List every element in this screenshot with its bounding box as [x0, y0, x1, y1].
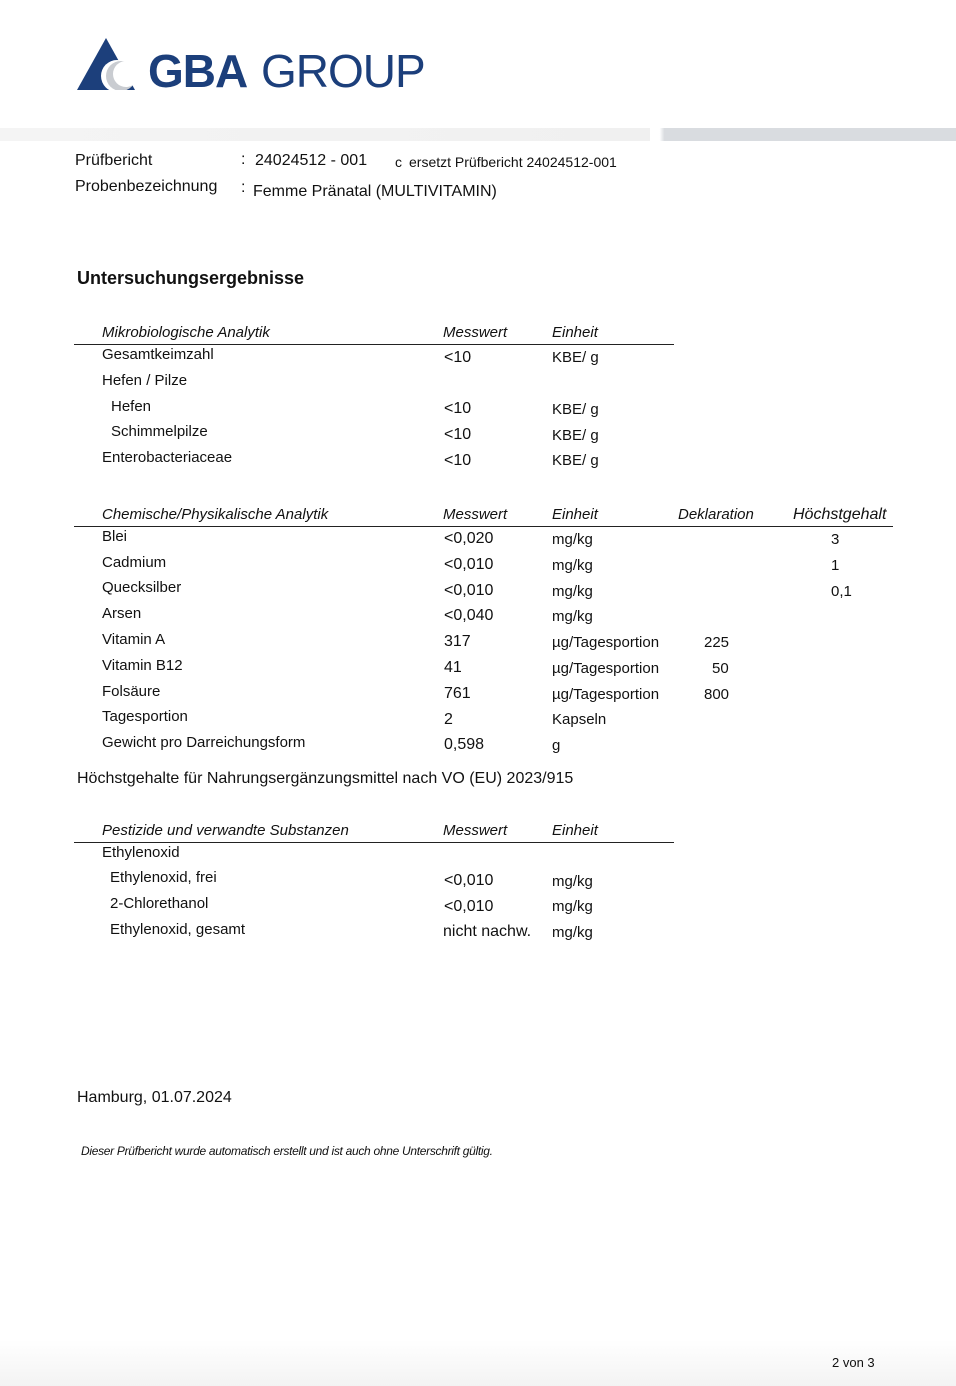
row-name: Hefen [111, 398, 152, 415]
row-name: Gewicht pro Darreichungsform [102, 734, 306, 751]
section-title: Untersuchungsergebnisse [77, 268, 305, 288]
row-max: 0,1 [831, 583, 852, 600]
row-unit: mg/kg [552, 557, 593, 574]
row-name: 2-Chlorethanol [110, 895, 209, 912]
chem-header-max: Höchstgehalt [793, 506, 887, 523]
report-number: 24024512 - 001 [255, 152, 368, 169]
sample-label: Probenbezeichnung [75, 178, 218, 195]
row-value: <10 [444, 400, 472, 417]
row-unit: KBE/ g [552, 427, 599, 444]
row-name: Tagesportion [102, 708, 188, 725]
row-unit: g [552, 737, 561, 754]
row-name: Vitamin A [102, 631, 166, 648]
brand-name-light: GROUP [261, 45, 425, 97]
row-unit: mg/kg [552, 583, 593, 600]
row-value: <10 [444, 349, 472, 366]
chem-header-name: Chemische/Physikalische Analytik [102, 506, 329, 523]
row-decl: 225 [704, 634, 730, 651]
row-max: 3 [831, 531, 840, 548]
row-value: <10 [444, 426, 472, 443]
chem-header-decl: Deklaration [678, 506, 754, 523]
row-unit: KBE/ g [552, 349, 599, 366]
row-value: <0,040 [444, 607, 494, 624]
row-unit: mg/kg [552, 531, 593, 548]
row-unit: mg/kg [552, 873, 593, 890]
row-decl: 50 [712, 660, 729, 677]
row-decl: 800 [704, 686, 730, 703]
chem-header-unit: Einheit [552, 506, 598, 523]
row-value: 761 [444, 685, 471, 702]
c-mark: c [395, 154, 402, 170]
footer-band [0, 1340, 956, 1386]
row-unit: µg/Tagesportion [552, 634, 660, 651]
replaces-note: ersetzt Prüfbericht 24024512-001 [409, 154, 617, 170]
brand-name-bold: GBA [148, 45, 248, 97]
header-band [0, 128, 956, 141]
place-date: Hamburg, 01.07.2024 [77, 1089, 232, 1106]
row-value: 41 [444, 659, 462, 676]
pest-header-value: Messwert [443, 822, 508, 839]
row-name: Schimmelpilze [111, 423, 208, 440]
chem-header-rule [74, 526, 893, 527]
report-label: Prüfbericht [75, 152, 153, 169]
row-max: 1 [831, 557, 840, 574]
row-unit: KBE/ g [552, 452, 599, 469]
row-name: Cadmium [102, 554, 167, 571]
row-unit: µg/Tagesportion [552, 660, 660, 677]
row-value: 0,598 [444, 736, 485, 753]
row-value: <0,020 [444, 530, 494, 547]
row-unit: mg/kg [552, 924, 593, 941]
row-name: Arsen [102, 605, 142, 622]
row-name: Ethylenoxid, frei [110, 869, 217, 886]
row-name: Quecksilber [102, 579, 182, 596]
micro-header-value: Messwert [443, 324, 508, 341]
row-name: Vitamin B12 [102, 657, 183, 674]
row-value: <0,010 [444, 898, 494, 915]
row-name: Ethylenoxid, gesamt [110, 921, 246, 938]
sample-name: Femme Pränatal (MULTIVITAMIN) [253, 183, 497, 200]
row-value: <0,010 [444, 556, 494, 573]
pest-header-rule [74, 842, 674, 843]
row-name: Hefen / Pilze [102, 372, 188, 389]
row-unit: µg/Tagesportion [552, 686, 660, 703]
pest-header-name: Pestizide und verwandte Substanzen [102, 822, 349, 839]
chem-header-value: Messwert [443, 506, 508, 523]
row-name: Blei [102, 528, 128, 545]
row-value: <0,010 [444, 582, 494, 599]
page-number: 2 von 3 [832, 1355, 875, 1370]
row-name: Enterobacteriaceae [102, 449, 233, 466]
row-value: <0,010 [444, 872, 494, 889]
micro-header-unit: Einheit [552, 324, 598, 341]
row-name: Folsäure [102, 683, 161, 700]
report-colon: : [241, 151, 246, 168]
pest-header-unit: Einheit [552, 822, 598, 839]
micro-header-name: Mikrobiologische Analytik [102, 324, 270, 341]
row-unit: mg/kg [552, 898, 593, 915]
row-value: nicht nachw. [443, 923, 532, 940]
sample-colon: : [241, 179, 246, 196]
row-unit: mg/kg [552, 608, 593, 625]
row-name: Ethylenoxid [102, 844, 180, 861]
disclaimer: Dieser Prüfbericht wurde automatisch erstellt und ist auch ohne Unterschrift gültig. [81, 1144, 493, 1158]
row-value: <10 [444, 452, 472, 469]
row-name: Gesamtkeimzahl [102, 346, 214, 363]
chem-footnote: Höchstgehalte für Nahrungsergänzungsmittel nach VO (EU) 2023/915 [77, 770, 574, 787]
row-value: 317 [444, 633, 471, 650]
row-value: 2 [444, 711, 453, 728]
row-unit: Kapseln [552, 711, 607, 728]
gba-logo-icon [77, 38, 139, 90]
micro-header-rule [74, 344, 674, 345]
row-unit: KBE/ g [552, 401, 599, 418]
